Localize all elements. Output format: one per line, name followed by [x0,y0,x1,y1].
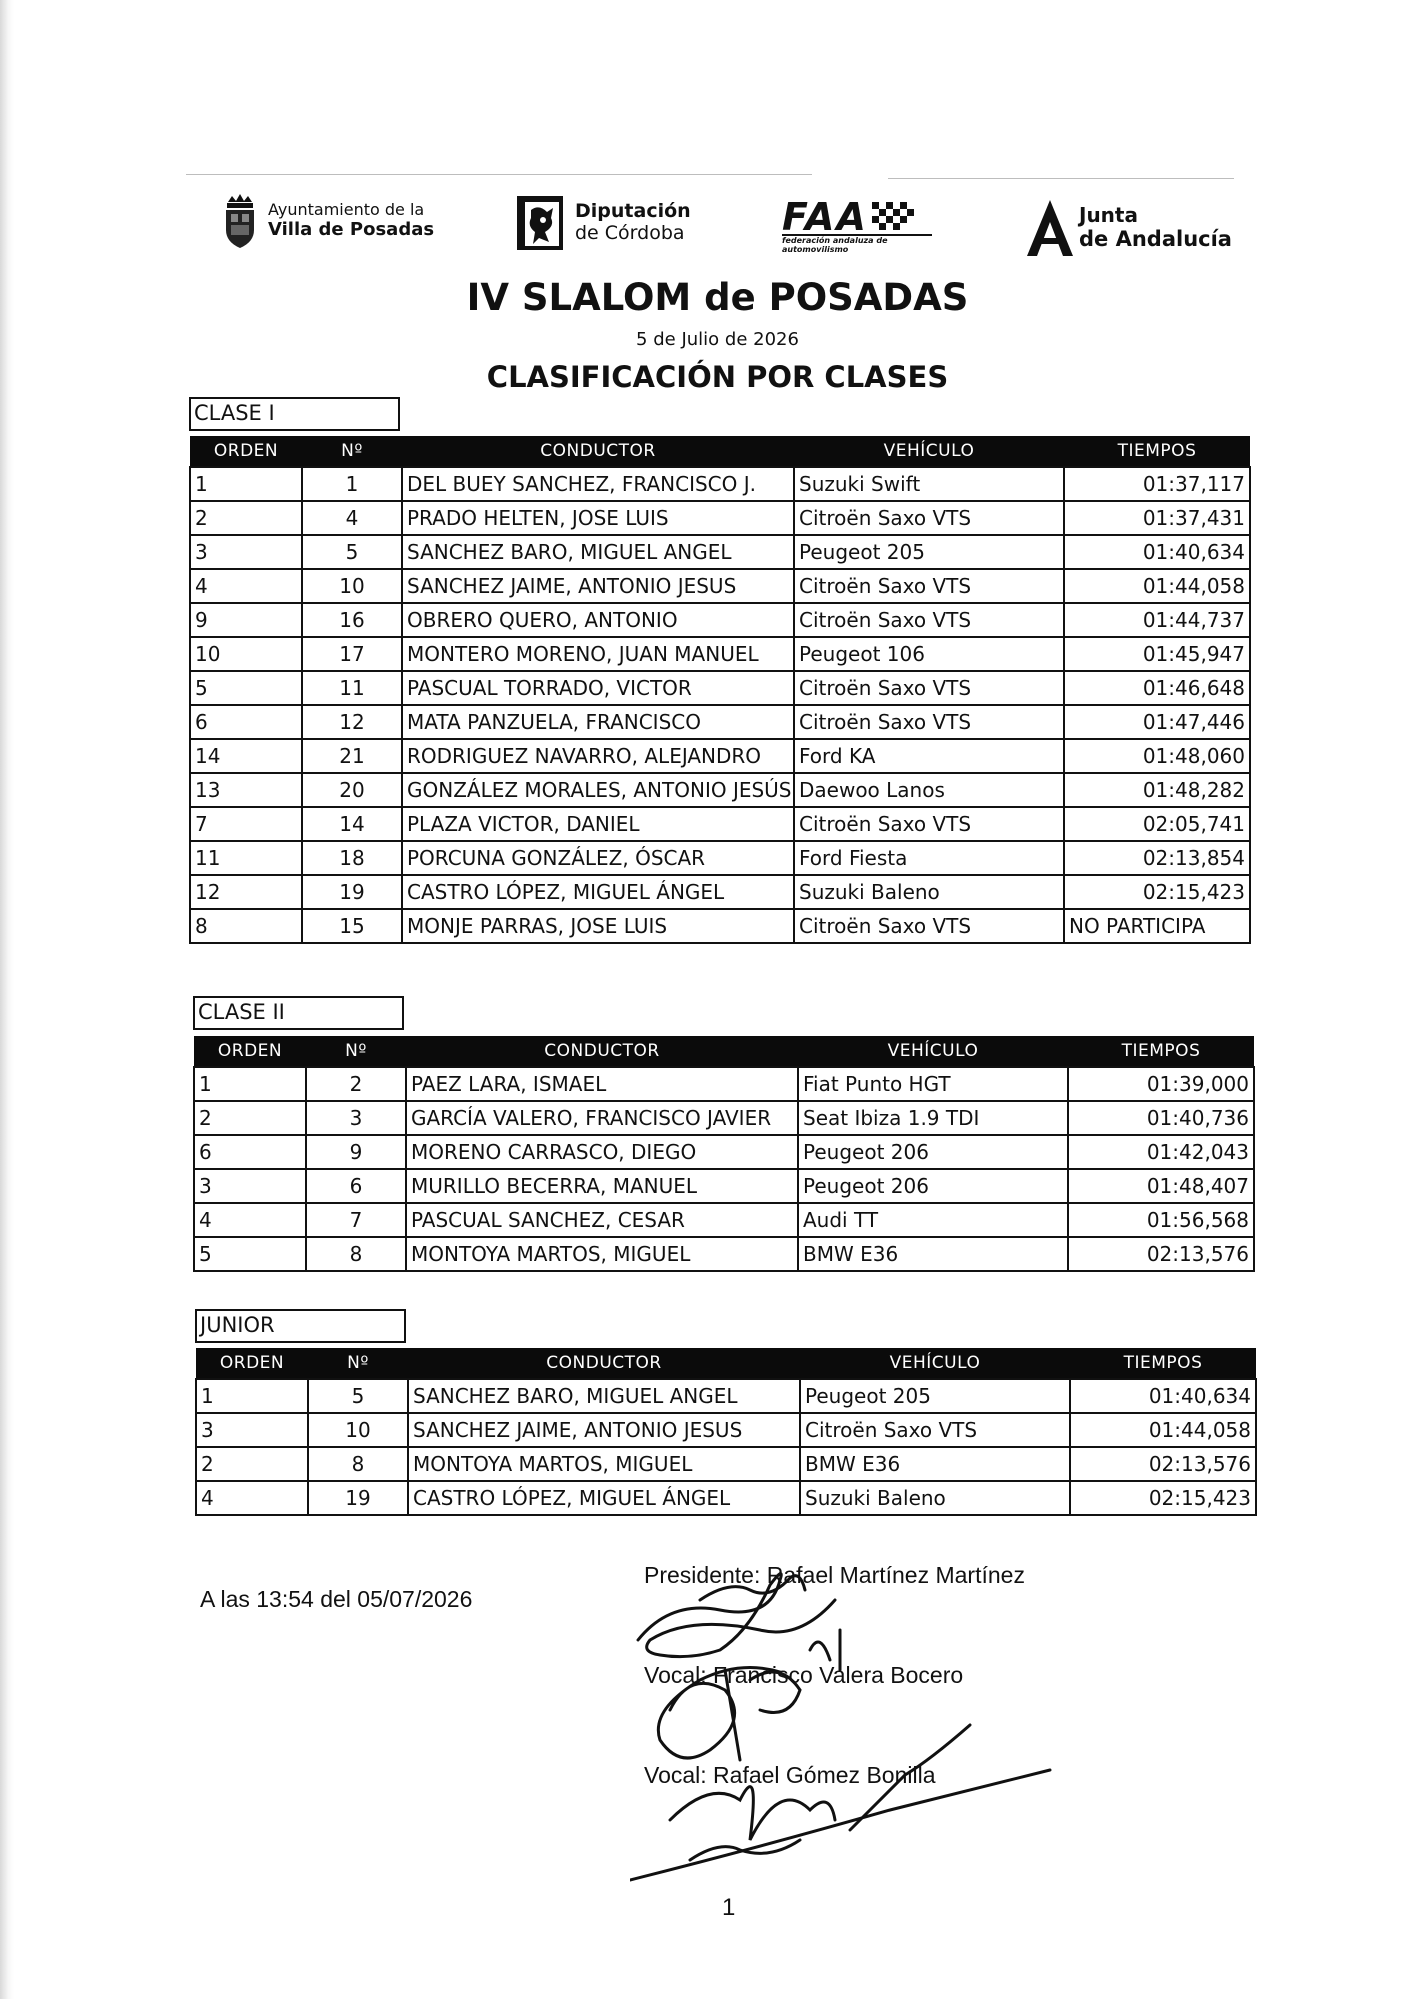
cell-dorsal: 20 [302,773,402,807]
table-row [190,841,1250,875]
cell-orden: 1 [190,467,302,501]
class-label-clase-2: CLASE II [193,996,404,1030]
table-row [196,1379,1256,1413]
cell-tiempo: 01:37,431 [1064,501,1250,535]
cell-conductor: DEL BUEY SANCHEZ, FRANCISCO J. [402,467,794,501]
cell-conductor: SANCHEZ JAIME, ANTONIO JESUS [408,1413,800,1447]
cell-vehiculo: Peugeot 206 [798,1135,1068,1169]
cell-vehiculo: Fiat Punto HGT [798,1067,1068,1101]
junta-line2: de Andalucía [1079,227,1232,252]
posadas-crest-icon [222,192,258,250]
table-row [190,773,1250,807]
cell-dorsal: 19 [308,1481,408,1515]
cell-tiempo: 01:44,058 [1064,569,1250,603]
cell-vehiculo: Citroën Saxo VTS [794,671,1064,705]
col-header-num: Nº [306,1036,406,1067]
table-row [194,1067,1254,1101]
cell-tiempo: 02:13,576 [1068,1237,1254,1271]
cell-dorsal: 3 [306,1101,406,1135]
cell-orden: 1 [194,1067,306,1101]
cell-tiempo: 01:46,648 [1064,671,1250,705]
cell-orden: 6 [194,1135,306,1169]
cell-tiempo: 01:48,060 [1064,739,1250,773]
cell-conductor: GARCÍA VALERO, FRANCISCO JAVIER [406,1101,798,1135]
cell-orden: 13 [190,773,302,807]
table-row [194,1169,1254,1203]
cell-conductor: MATA PANZUELA, FRANCISCO [402,705,794,739]
cell-dorsal: 11 [302,671,402,705]
col-header-orden: ORDEN [194,1036,306,1067]
cell-conductor: MONTERO MORENO, JUAN MANUEL [402,637,794,671]
cell-tiempo: 01:42,043 [1068,1135,1254,1169]
table-row [194,1237,1254,1271]
table-row [190,535,1250,569]
table-row [194,1101,1254,1135]
cordoba-line2: de Córdoba [575,222,685,244]
cell-conductor: SANCHEZ BARO, MIGUEL ANGEL [408,1379,800,1413]
results-table-clase-1 [189,436,1251,944]
table-row [190,603,1250,637]
cell-dorsal: 16 [302,603,402,637]
cell-vehiculo: Ford KA [794,739,1064,773]
col-header-num: Nº [302,436,402,467]
cell-dorsal: 7 [306,1203,406,1237]
cell-conductor: PASCUAL SANCHEZ, CESAR [406,1203,798,1237]
table-row [194,1135,1254,1169]
cell-vehiculo: Citroën Saxo VTS [794,807,1064,841]
cell-conductor: PORCUNA GONZÁLEZ, ÓSCAR [402,841,794,875]
table-row [190,875,1250,909]
col-header-num: Nº [308,1348,408,1379]
col-header-tiempos: TIEMPOS [1070,1348,1256,1379]
cell-orden: 2 [196,1447,308,1481]
results-table-clase-2 [193,1036,1255,1272]
cell-dorsal: 19 [302,875,402,909]
top-rule-right [888,178,1234,179]
cell-tiempo: 01:40,736 [1068,1101,1254,1135]
logo-faa [782,195,932,254]
table-header-row [196,1348,1256,1379]
cell-dorsal: 5 [308,1379,408,1413]
cell-vehiculo: Citroën Saxo VTS [794,705,1064,739]
cell-vehiculo: Citroën Saxo VTS [794,569,1064,603]
cell-tiempo: 02:05,741 [1064,807,1250,841]
cell-tiempo: 02:15,423 [1064,875,1250,909]
cell-conductor: PASCUAL TORRADO, VICTOR [402,671,794,705]
cell-conductor: MONTOYA MARTOS, MIGUEL [408,1447,800,1481]
col-header-tiempos: TIEMPOS [1064,436,1250,467]
cell-conductor: MORENO CARRASCO, DIEGO [406,1135,798,1169]
table-row [190,569,1250,603]
signatory-vocal-1: Vocal: Francisco Valera Bocero [644,1662,964,1688]
posadas-line1: Ayuntamiento de la [268,200,425,220]
cell-orden: 6 [190,705,302,739]
faa-mark: FAA [782,195,868,239]
col-header-orden: ORDEN [196,1348,308,1379]
cell-tiempo: 01:48,282 [1064,773,1250,807]
cell-tiempo: 02:15,423 [1070,1481,1256,1515]
page-subtitle: CLASIFICACIÓN POR CLASES [486,360,949,394]
junta-a-icon [1025,198,1075,258]
event-date: 5 de Julio de 2026 [636,329,799,350]
cordoba-emblem-icon [515,194,565,252]
table-header-row [194,1036,1254,1067]
cell-orden: 3 [190,535,302,569]
cell-conductor: PRADO HELTEN, JOSE LUIS [402,501,794,535]
col-header-tiempos: TIEMPOS [1068,1036,1254,1067]
cell-dorsal: 8 [308,1447,408,1481]
cell-vehiculo: Suzuki Baleno [794,875,1064,909]
signatory-presidente: Presidente: Rafael Martínez Martínez [644,1562,1025,1588]
cell-dorsal: 4 [302,501,402,535]
cell-orden: 12 [190,875,302,909]
cell-orden: 3 [194,1169,306,1203]
cell-dorsal: 8 [306,1237,406,1271]
cell-orden: 2 [194,1101,306,1135]
cell-orden: 5 [194,1237,306,1271]
cell-orden: 10 [190,637,302,671]
posadas-line2: Villa de Posadas [268,218,435,240]
cell-vehiculo: Audi TT [798,1203,1068,1237]
cell-vehiculo: Citroën Saxo VTS [794,603,1064,637]
cell-vehiculo: Peugeot 106 [794,637,1064,671]
cell-vehiculo: BMW E36 [800,1447,1070,1481]
col-header-conductor: CONDUCTOR [406,1036,798,1067]
cell-conductor: CASTRO LÓPEZ, MIGUEL ÁNGEL [408,1481,800,1515]
cell-dorsal: 5 [302,535,402,569]
cell-conductor: OBRERO QUERO, ANTONIO [402,603,794,637]
cell-vehiculo: Suzuki Baleno [800,1481,1070,1515]
cell-tiempo: 01:47,446 [1064,705,1250,739]
cell-conductor: PLAZA VICTOR, DANIEL [402,807,794,841]
cell-conductor: MONJE PARRAS, JOSE LUIS [402,909,794,943]
cell-dorsal: 18 [302,841,402,875]
logo-junta-andalucia [1025,198,1232,258]
cell-conductor: MURILLO BECERRA, MANUEL [406,1169,798,1203]
cell-tiempo: 01:37,117 [1064,467,1250,501]
checkered-flag-icon [872,202,914,232]
cell-vehiculo: Peugeot 205 [800,1379,1070,1413]
cell-dorsal: 10 [302,569,402,603]
cell-vehiculo: Seat Ibiza 1.9 TDI [798,1101,1068,1135]
cell-conductor: MONTOYA MARTOS, MIGUEL [406,1237,798,1271]
table-header-row [190,436,1250,467]
cell-tiempo: 01:48,407 [1068,1169,1254,1203]
table-row [190,705,1250,739]
signatory-vocal-2: Vocal: Rafael Gómez Bonilla [644,1762,936,1788]
cell-conductor: CASTRO LÓPEZ, MIGUEL ÁNGEL [402,875,794,909]
class-label-clase-1: CLASE I [189,397,400,431]
page-title: IV SLALOM de POSADAS [466,276,969,319]
cell-dorsal: 15 [302,909,402,943]
cell-orden: 11 [190,841,302,875]
cell-conductor: PAEZ LARA, ISMAEL [406,1067,798,1101]
cell-vehiculo: Citroën Saxo VTS [800,1413,1070,1447]
cell-conductor: RODRIGUEZ NAVARRO, ALEJANDRO [402,739,794,773]
col-header-vehiculo: VEHÍCULO [800,1348,1070,1379]
cell-dorsal: 21 [302,739,402,773]
cell-tiempo: 01:40,634 [1064,535,1250,569]
cell-vehiculo: Citroën Saxo VTS [794,501,1064,535]
cell-dorsal: 14 [302,807,402,841]
cell-tiempo: 01:40,634 [1070,1379,1256,1413]
handwritten-signatures [630,1560,1070,1900]
table-row [190,671,1250,705]
cell-dorsal: 2 [306,1067,406,1101]
class-label-junior: JUNIOR [195,1309,406,1343]
cell-tiempo: 01:45,947 [1064,637,1250,671]
col-header-conductor: CONDUCTOR [402,436,794,467]
table-row [196,1413,1256,1447]
table-row [190,467,1250,501]
cell-orden: 9 [190,603,302,637]
cell-orden: 4 [196,1481,308,1515]
cell-orden: 1 [196,1379,308,1413]
col-header-vehiculo: VEHÍCULO [798,1036,1068,1067]
cell-orden: 8 [190,909,302,943]
cell-tiempo: 01:39,000 [1068,1067,1254,1101]
table-row [196,1481,1256,1515]
faa-sub: federación andaluza de automovilismo [782,234,932,254]
col-header-conductor: CONDUCTOR [408,1348,800,1379]
cell-orden: 5 [190,671,302,705]
table-row [190,909,1250,943]
results-table-junior [195,1348,1257,1516]
cell-vehiculo: Peugeot 205 [794,535,1064,569]
cell-orden: 3 [196,1413,308,1447]
cell-vehiculo: Suzuki Swift [794,467,1064,501]
cell-dorsal: 12 [302,705,402,739]
cell-dorsal: 10 [308,1413,408,1447]
junta-line1: Junta [1079,203,1138,228]
table-row [194,1203,1254,1237]
cordoba-line1: Diputación [575,200,691,223]
cell-vehiculo: BMW E36 [798,1237,1068,1271]
cell-conductor: SANCHEZ JAIME, ANTONIO JESUS [402,569,794,603]
table-row [190,501,1250,535]
cell-vehiculo: Citroën Saxo VTS [794,909,1064,943]
cell-conductor: SANCHEZ BARO, MIGUEL ANGEL [402,535,794,569]
cell-vehiculo: Ford Fiesta [794,841,1064,875]
cell-dorsal: 6 [306,1169,406,1203]
cell-conductor: GONZÁLEZ MORALES, ANTONIO JESÚS [402,773,794,807]
cell-tiempo: NO PARTICIPA [1064,909,1250,943]
top-rule-left [186,174,812,175]
table-row [190,807,1250,841]
cell-orden: 7 [190,807,302,841]
cell-tiempo: 01:44,737 [1064,603,1250,637]
table-row [196,1447,1256,1481]
col-header-orden: ORDEN [190,436,302,467]
cell-dorsal: 9 [306,1135,406,1169]
logo-ayuntamiento-posadas [222,192,434,250]
logo-diputacion-cordoba [515,194,691,252]
cell-dorsal: 17 [302,637,402,671]
cell-orden: 2 [190,501,302,535]
cell-orden: 4 [194,1203,306,1237]
cell-vehiculo: Peugeot 206 [798,1169,1068,1203]
cell-orden: 14 [190,739,302,773]
page-number: 1 [722,1894,736,1921]
cell-tiempo: 01:44,058 [1070,1413,1256,1447]
table-row [190,739,1250,773]
cell-vehiculo: Daewoo Lanos [794,773,1064,807]
cell-dorsal: 1 [302,467,402,501]
results-timestamp: A las 13:54 del 05/07/2026 [200,1586,473,1612]
cell-tiempo: 02:13,576 [1070,1447,1256,1481]
col-header-vehiculo: VEHÍCULO [794,436,1064,467]
cell-orden: 4 [190,569,302,603]
table-row [190,637,1250,671]
cell-tiempo: 01:56,568 [1068,1203,1254,1237]
cell-tiempo: 02:13,854 [1064,841,1250,875]
